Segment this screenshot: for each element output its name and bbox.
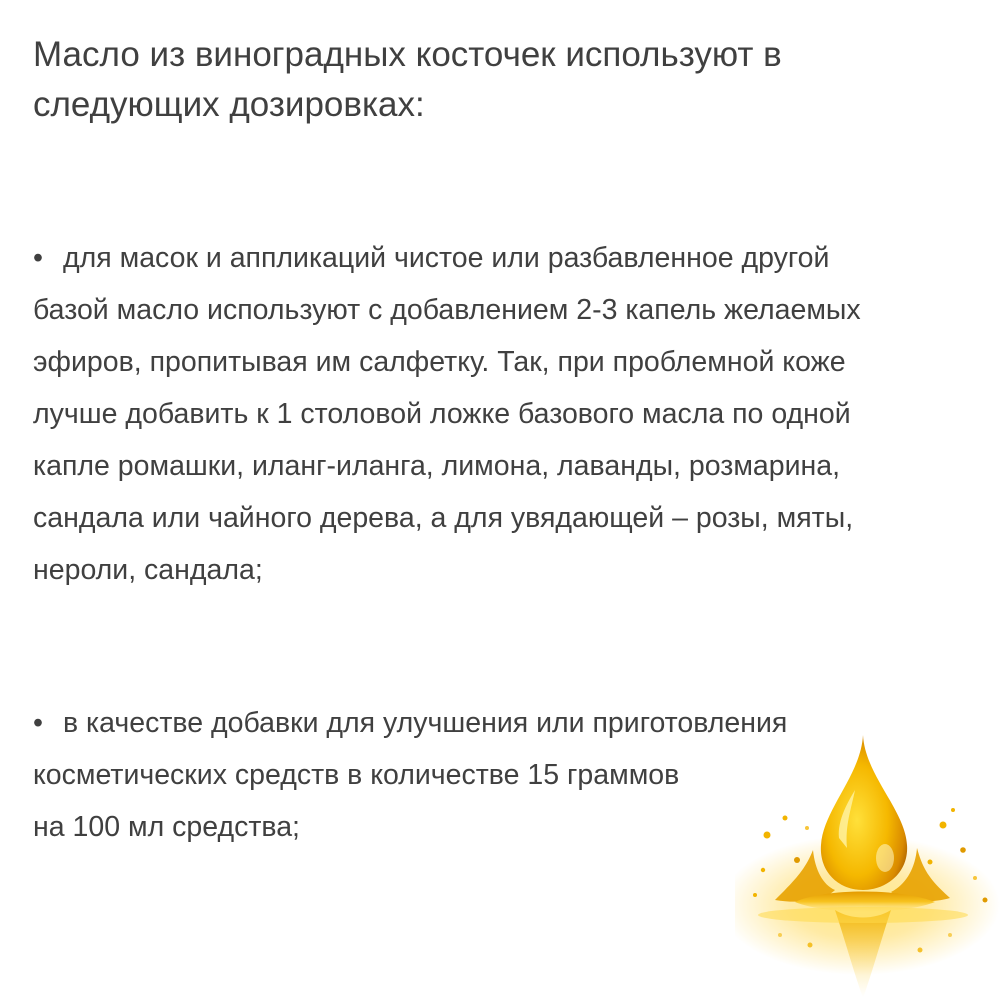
bullet-line: на 100 мл средства; xyxy=(33,811,300,843)
bullet-line: косметических средств в количестве 15 граммов xyxy=(33,759,680,791)
bullet-text: в качестве добавки для улучшения или приготовления xyxy=(63,707,788,739)
bullet-line: нероли, сандала; xyxy=(33,554,263,586)
oil-drop-splash-icon xyxy=(735,730,1000,1000)
bullet-line: эфиров, пропитывая им салфетку. Так, при проблемной коже xyxy=(33,346,846,378)
bullet-line: сандала или чайного дерева, а для увядающей – розы, мяты, xyxy=(33,502,854,534)
bullet-item-masks xyxy=(33,232,968,596)
bullet-text: для масок и аппликаций чистое или разбавленное другой xyxy=(63,242,830,274)
bullet-line: базой масло используют с добавлением 2-3 капель желаемых xyxy=(33,294,861,326)
bullet-line xyxy=(33,232,968,284)
bullet-line: капле ромашки, иланг-иланга, лимона, лаванды, розмарина, xyxy=(33,450,841,482)
bullet-marker: • xyxy=(33,707,43,739)
page-title xyxy=(33,30,973,130)
title-line: следующих дозировках: xyxy=(33,85,425,124)
bullet-marker: • xyxy=(33,242,43,274)
title-line: Масло из виноградных косточек используют в xyxy=(33,35,782,74)
bullet-line: лучше добавить к 1 столовой ложке базового масла по одной xyxy=(33,398,851,430)
